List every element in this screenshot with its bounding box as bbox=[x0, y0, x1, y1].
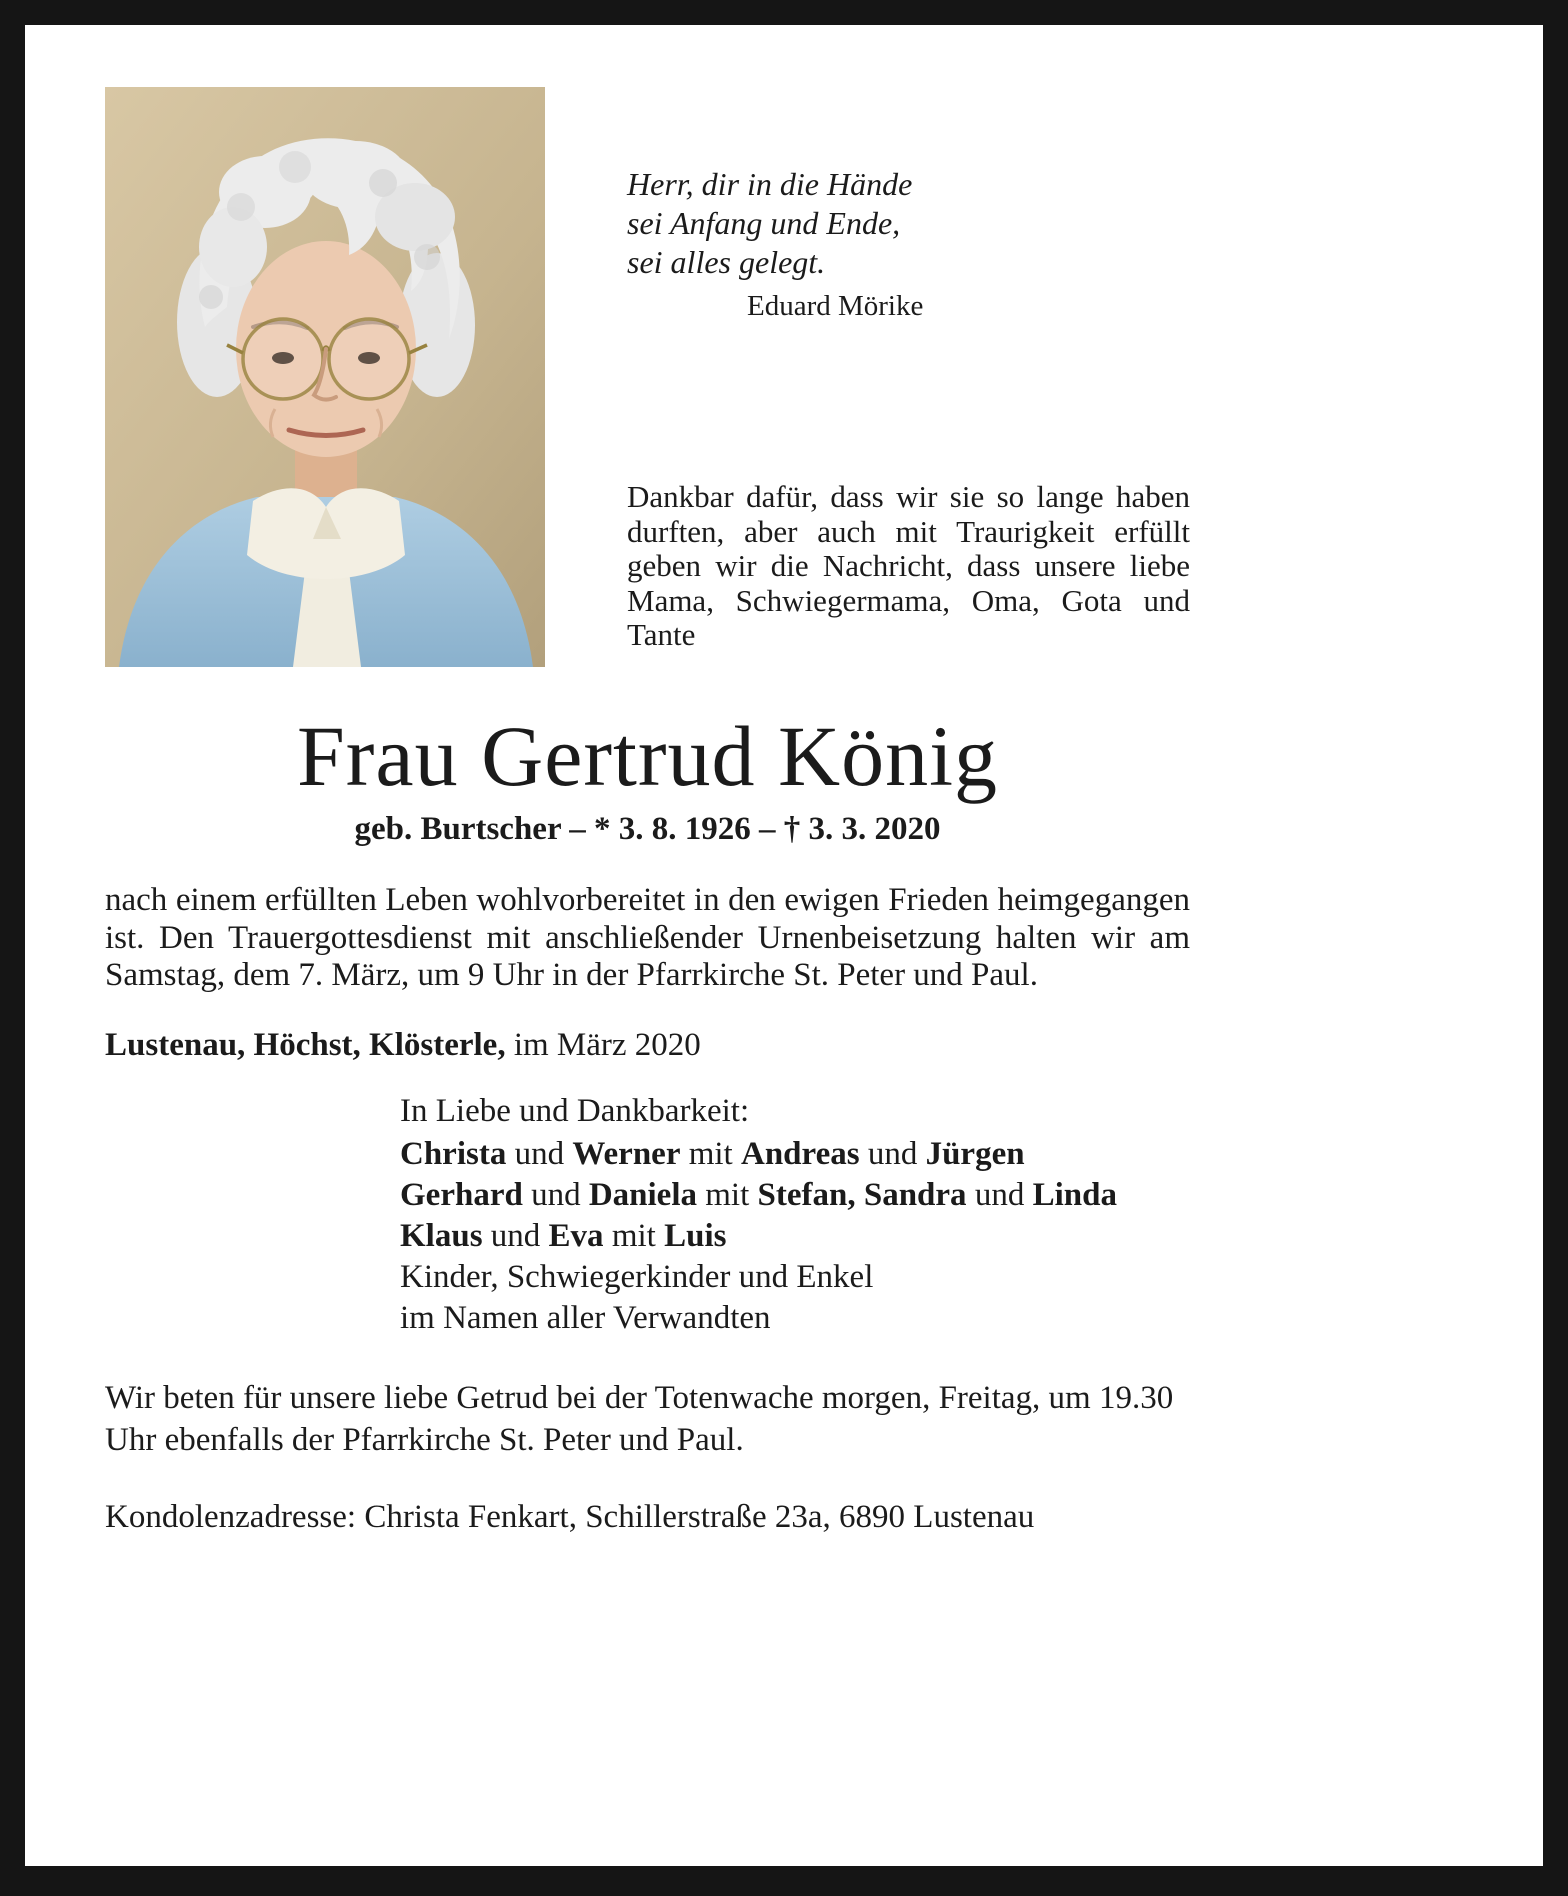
family-block bbox=[400, 1091, 1190, 1339]
deceased-birth-death-dates: geb. Burtscher – * 3. 8. 1926 – † 3. 3. 2020 bbox=[354, 811, 941, 848]
quote-line: Herr, dir in die Hände bbox=[627, 166, 913, 202]
connector-text: mit bbox=[680, 1135, 741, 1172]
emphasized-text: Daniela bbox=[588, 1176, 697, 1213]
quote-line: sei Anfang und Ende, bbox=[627, 205, 901, 241]
family-closing-line: im Namen aller Verwandten bbox=[400, 1299, 771, 1336]
connector-text: und bbox=[966, 1176, 1033, 1213]
emphasized-text: Gerhard bbox=[400, 1176, 523, 1213]
connector-text: mit bbox=[697, 1176, 758, 1213]
emphasized-text: Stefan, Sandra bbox=[757, 1176, 967, 1213]
family-names-line bbox=[400, 1134, 1190, 1175]
emphasized-text: Eva bbox=[548, 1217, 604, 1254]
elderly-woman-portrait-icon bbox=[105, 87, 545, 667]
connector-text: und bbox=[482, 1217, 549, 1254]
connector-text: im März 2020 bbox=[505, 1026, 701, 1063]
right-column bbox=[627, 87, 1190, 667]
quote-line: sei alles gelegt. bbox=[627, 244, 826, 280]
family-names-line bbox=[400, 1175, 1190, 1216]
family-closing-line: Kinder, Schwiegerkinder und Enkel bbox=[400, 1258, 874, 1295]
family-heading: In Liebe und Dankbarkeit: bbox=[400, 1092, 750, 1129]
connector-text: und bbox=[506, 1135, 573, 1172]
emphasized-text: Andreas bbox=[740, 1135, 860, 1172]
family-names-line bbox=[400, 1216, 1190, 1257]
emphasized-text: Lustenau, Höchst, Klösterle, bbox=[105, 1026, 506, 1063]
place-date-line bbox=[105, 1025, 1190, 1065]
emphasized-text: Werner bbox=[572, 1135, 681, 1172]
opening-quote bbox=[627, 165, 1190, 324]
portrait-photo bbox=[105, 87, 545, 667]
connector-text: und bbox=[522, 1176, 589, 1213]
emphasized-text: Luis bbox=[664, 1217, 727, 1254]
connector-text: und bbox=[859, 1135, 926, 1172]
prayer-paragraph: Wir beten für unsere liebe Getrud bei der Totenwache morgen, Freitag, um 19.30 Uhr ebenfalls der Pfarrkirche St. Peter und Paul. bbox=[105, 1379, 1174, 1458]
emphasized-text: Linda bbox=[1032, 1176, 1117, 1213]
condolence-address-line: Kondolenzadresse: Christa Fenkart, Schillerstraße 23a, 6890 Lustenau bbox=[105, 1498, 1035, 1535]
connector-text: mit bbox=[603, 1217, 665, 1254]
emphasized-text: Jürgen bbox=[925, 1135, 1025, 1172]
obituary-content bbox=[25, 25, 1190, 1537]
top-section bbox=[105, 87, 1190, 667]
deceased-name: Frau Gertrud König bbox=[296, 708, 999, 804]
emphasized-text: Christa bbox=[400, 1135, 507, 1172]
quote-attribution: Eduard Mörike bbox=[747, 290, 924, 322]
announcement-paragraph: nach einem erfüllten Leben wohlvorbereitet in den ewigen Frieden heimgegangen ist. Den Trauergottesdienst mit anschließender Urnenbeisetzung halten wir am Samstag, dem 7. März, um 9 Uhr in der Pfarrkirche St. Peter und Paul. bbox=[105, 882, 1190, 994]
intro-paragraph: Dankbar dafür, dass wir sie so lange haben durften, aber auch mit Traurigkeit erfüllt geben wir die Nachricht, dass unsere liebe Mama, Schwiegermama, Oma, Gota und Tante bbox=[627, 479, 1190, 652]
emphasized-text: Klaus bbox=[400, 1217, 483, 1254]
